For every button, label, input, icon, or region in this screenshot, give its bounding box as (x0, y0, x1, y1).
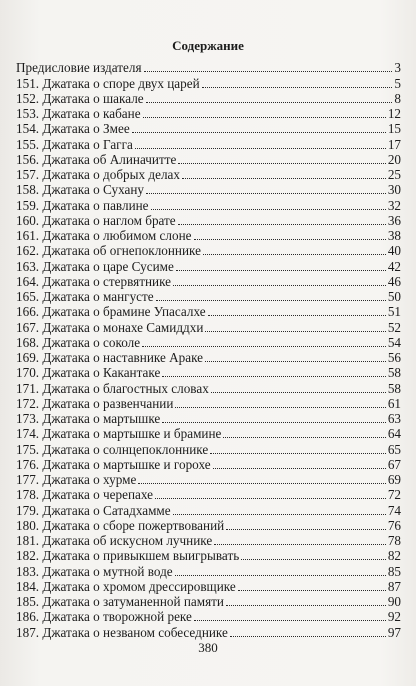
toc-entry-title: 166. Джатака о брамине Упасалхе (16, 304, 206, 320)
toc-entry-page: 15 (387, 121, 401, 137)
toc-entry-page: 65 (387, 441, 401, 457)
dot-leader (146, 102, 393, 103)
dot-leader (135, 148, 386, 149)
toc-entry (16, 426, 401, 441)
toc-entry-page: 61 (387, 395, 401, 411)
toc-entry-page: 82 (387, 548, 401, 564)
toc-entry-page: 12 (387, 106, 401, 121)
dot-leader (173, 514, 386, 515)
toc-entry (16, 502, 401, 517)
toc-entry-title: 175. Джатака о солнцепоклоннике (16, 441, 209, 457)
toc-entry-page: 74 (387, 502, 401, 518)
toc-entry-page: 69 (387, 472, 401, 487)
toc-entry-title: 162. Джатака об огнепоклоннике (16, 243, 201, 259)
toc-entry (16, 579, 401, 594)
toc-entry-title: 169. Джатака о наставнике Араке (16, 350, 204, 365)
dot-leader (205, 361, 386, 362)
table-of-contents (16, 60, 401, 640)
toc-entry-title: 151. Джатака о споре двух царей (16, 75, 200, 91)
toc-entry-page: 20 (387, 151, 401, 167)
toc-entry (16, 472, 401, 487)
toc-entry (16, 350, 401, 365)
toc-entry-title: 168. Джатака о соколе (16, 334, 141, 350)
toc-entry (16, 182, 401, 197)
toc-entry-page: 78 (387, 533, 401, 548)
toc-entry-page: 51 (387, 304, 401, 320)
toc-entry-title: 157. Джатака о добрых делах (16, 167, 180, 182)
dot-leader (208, 315, 386, 316)
toc-entry-title: 158. Джатака о Сухану (16, 182, 145, 198)
dot-leader (205, 331, 385, 332)
toc-entry (16, 60, 401, 75)
toc-entry (16, 319, 401, 334)
toc-entry-page: 8 (394, 90, 401, 106)
toc-entry-page: 52 (387, 319, 401, 335)
toc-entry (16, 106, 401, 121)
toc-entry-title: 160. Джатака о наглом брате (16, 212, 176, 228)
toc-entry-title: 167. Джатака о монахе Самиддхи (16, 319, 204, 335)
dot-leader (194, 620, 386, 621)
dot-leader (143, 117, 386, 118)
dot-leader (146, 193, 386, 194)
dot-leader (182, 178, 386, 179)
dot-leader (156, 300, 386, 301)
page-title: Содержание (172, 38, 244, 53)
toc-entry (16, 487, 401, 502)
toc-entry-page: 58 (387, 380, 401, 396)
toc-entry (16, 563, 401, 578)
toc-entry-title: 187. Джатака о незваном собеседнике (16, 624, 228, 640)
toc-entry (16, 136, 401, 151)
dot-leader (151, 209, 386, 210)
toc-entry-page: 97 (387, 624, 401, 640)
dot-leader (144, 71, 393, 72)
toc-entry-title: 156. Джатака об Алиначитте (16, 151, 177, 167)
toc-entry-page: 17 (387, 136, 401, 152)
toc-entry (16, 380, 401, 395)
toc-entry-title: 165. Джатака о мангусте (16, 289, 154, 304)
toc-entry (16, 243, 401, 258)
dot-leader (178, 224, 386, 225)
toc-entry-page: 58 (387, 365, 401, 381)
page-number: 380 (198, 640, 218, 655)
toc-entry-title: 153. Джатака о кабане (16, 106, 141, 121)
toc-entry-page: 42 (387, 258, 401, 274)
toc-entry (16, 548, 401, 563)
toc-entry-title: 181. Джатака об искусном лучнике (16, 533, 213, 548)
dot-leader (155, 498, 386, 499)
dot-leader (238, 590, 386, 591)
dot-leader (211, 392, 386, 393)
toc-entry (16, 121, 401, 136)
dot-leader (178, 163, 385, 164)
toc-entry-title: 170. Джатака о Какантаке (16, 365, 161, 381)
toc-entry-page: 5 (394, 75, 401, 91)
toc-entry-page: 67 (387, 456, 401, 472)
dot-leader (214, 544, 386, 545)
toc-entry (16, 396, 401, 411)
toc-entry-title: 171. Джатака о благостных словах (16, 380, 209, 396)
dot-leader (173, 285, 386, 286)
toc-entry (16, 91, 401, 106)
toc-entry-title: 172. Джатака о развенчании (16, 395, 174, 411)
toc-entry (16, 213, 401, 228)
toc-entry-page: 72 (387, 487, 401, 503)
toc-entry-page: 64 (387, 426, 401, 442)
dot-leader (226, 529, 386, 530)
dot-leader (213, 468, 386, 469)
dot-leader (241, 559, 386, 560)
toc-entry-page: 25 (387, 167, 401, 182)
toc-entry-page: 40 (387, 243, 401, 259)
toc-entry-title: 180. Джатака о сборе пожертвований (16, 517, 225, 533)
dot-leader (175, 575, 386, 576)
toc-entry-title: 184. Джатака о хромом дрессировщике (16, 578, 236, 594)
toc-entry-title: 177. Джатака о хурме (16, 472, 137, 487)
dot-leader (210, 453, 386, 454)
toc-entry (16, 335, 401, 350)
toc-entry-title: 159. Джатака о павлине (16, 197, 149, 213)
toc-entry-title: 182. Джатака о привыкшем выигрывать (16, 548, 240, 564)
toc-entry-page: 50 (387, 289, 401, 304)
toc-entry-page: 56 (387, 350, 401, 365)
toc-entry-page: 76 (387, 517, 401, 533)
toc-entry (16, 152, 401, 167)
toc-entry-title: 173. Джатака о мартышке (16, 411, 161, 426)
toc-entry (16, 304, 401, 319)
dot-leader (132, 132, 386, 133)
toc-entry-title: 164. Джатака о стервятнике (16, 273, 172, 289)
toc-entry-title: 183. Джатака о мутной воде (16, 563, 173, 579)
toc-entry-title: 186. Джатака о творожной реке (16, 609, 192, 625)
toc-entry-page: 3 (394, 60, 401, 76)
toc-entry-page: 87 (387, 578, 401, 594)
toc-entry (16, 441, 401, 456)
dot-leader (226, 605, 386, 606)
dot-leader (203, 254, 386, 255)
toc-entry-title: 163. Джатака о царе Сусиме (16, 258, 174, 274)
toc-entry (16, 457, 401, 472)
toc-entry (16, 167, 401, 182)
dot-leader (223, 437, 385, 438)
toc-entry-title: Предисловие издателя (16, 60, 142, 76)
toc-entry (16, 75, 401, 90)
toc-entry-page: 54 (387, 334, 401, 350)
dot-leader (175, 407, 385, 408)
toc-entry-title: 161. Джатака о любимом слоне (16, 228, 192, 243)
dot-leader (194, 239, 386, 240)
toc-entry-title: 155. Джатака о Гагга (16, 136, 133, 152)
toc-entry-page: 36 (387, 212, 401, 228)
toc-entry-page: 30 (387, 182, 401, 198)
toc-entry (16, 258, 401, 273)
dot-leader (202, 87, 393, 88)
toc-entry (16, 365, 401, 380)
toc-entry-title: 152. Джатака о шакале (16, 90, 144, 106)
toc-entry (16, 197, 401, 212)
dot-leader (176, 270, 386, 271)
toc-entry-title: 178. Джатака о черепахе (16, 487, 153, 503)
toc-entry-page: 85 (387, 563, 401, 579)
toc-entry (16, 609, 401, 624)
toc-entry (16, 228, 401, 243)
toc-entry-title: 179. Джатака о Сатадхамме (16, 502, 171, 518)
toc-entry-title: 185. Джатака о затуманенной памяти (16, 594, 224, 609)
dot-leader (162, 376, 385, 377)
toc-entry (16, 274, 401, 289)
toc-entry-page: 46 (387, 273, 401, 289)
dot-leader (162, 422, 386, 423)
toc-entry-page: 38 (387, 228, 401, 243)
toc-entry (16, 289, 401, 304)
toc-entry (16, 594, 401, 609)
toc-entry-title: 174. Джатака о мартышке и брамине (16, 426, 222, 442)
dot-leader (230, 636, 386, 637)
toc-entry-page: 63 (387, 411, 401, 426)
toc-entry-page: 32 (387, 197, 401, 213)
toc-entry-title: 154. Джатака о Змее (16, 121, 130, 137)
toc-entry (16, 624, 401, 639)
toc-entry-page: 92 (387, 609, 401, 625)
toc-entry-title: 176. Джатака о мартышке и горохе (16, 456, 211, 472)
toc-entry-page: 90 (387, 594, 401, 609)
dot-leader (138, 483, 386, 484)
toc-entry (16, 411, 401, 426)
toc-entry (16, 518, 401, 533)
toc-entry (16, 533, 401, 548)
dot-leader (142, 346, 386, 347)
